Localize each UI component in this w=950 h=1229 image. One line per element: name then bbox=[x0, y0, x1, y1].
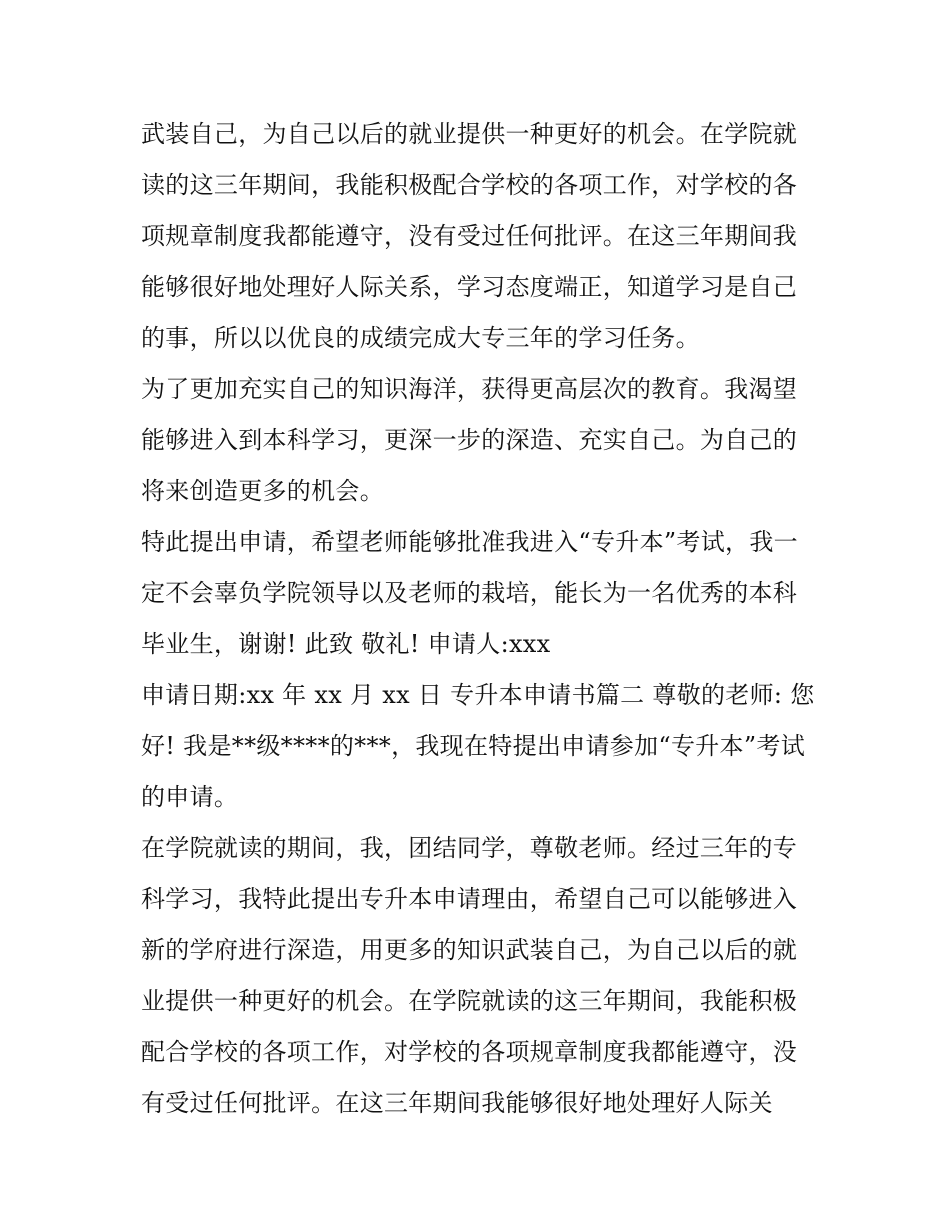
text-line: 的申请。 bbox=[141, 783, 239, 811]
text-line: 项规章制度我都能遵守，没有受过任何批评。在这三年期间我 bbox=[141, 222, 798, 250]
text-line: 毕业生，谢谢! 此致 敬礼! 申请人:xxx bbox=[141, 630, 551, 658]
text-line: 能够很好地处理好人际关系，学习态度端正，知道学习是自己 bbox=[141, 273, 798, 301]
text-line: 申请日期:xx 年 xx 月 xx 日 专升本申请书篇二 尊敬的老师: 您 bbox=[141, 681, 815, 709]
text-line: 科学习，我特此提出专升本申请理由，希望自己可以能够进入 bbox=[141, 885, 798, 913]
text-line: 的事，所以以优良的成绩完成大专三年的学习任务。 bbox=[141, 324, 700, 352]
text-line: 定不会辜负学院领导以及老师的栽培，能长为一名优秀的本科 bbox=[141, 579, 798, 607]
text-line: 武装自己，为自己以后的就业提供一种更好的机会。在学院就 bbox=[141, 120, 798, 148]
text-line: 业提供一种更好的机会。在学院就读的这三年期间，我能积极 bbox=[141, 987, 798, 1015]
document-body bbox=[141, 109, 821, 1129]
text-line: 配合学校的各项工作，对学校的各项规章制度我都能遵守，没 bbox=[141, 1038, 798, 1066]
text-line: 读的这三年期间，我能积极配合学校的各项工作，对学校的各 bbox=[141, 171, 798, 199]
text-line: 有受过任何批评。在这三年期间我能够很好地处理好人际关 bbox=[141, 1089, 773, 1117]
text-line: 为了更加充实自己的知识海洋，获得更高层次的教育。我渴望 bbox=[141, 375, 798, 403]
text-line: 在学院就读的期间，我，团结同学，尊敬老师。经过三年的专 bbox=[141, 834, 798, 862]
text-line: 将来创造更多的机会。 bbox=[141, 477, 384, 505]
text-line: 特此提出申请，希望老师能够批准我进入“专升本”考试，我一 bbox=[141, 528, 798, 556]
text-line: 好! 我是**级****的***，我现在特提出申请参加“专升本”考试 bbox=[141, 732, 806, 760]
text-line: 能够进入到本科学习，更深一步的深造、充实自己。为自己的 bbox=[141, 426, 798, 454]
text-line: 新的学府进行深造，用更多的知识武装自己，为自己以后的就 bbox=[141, 936, 798, 964]
